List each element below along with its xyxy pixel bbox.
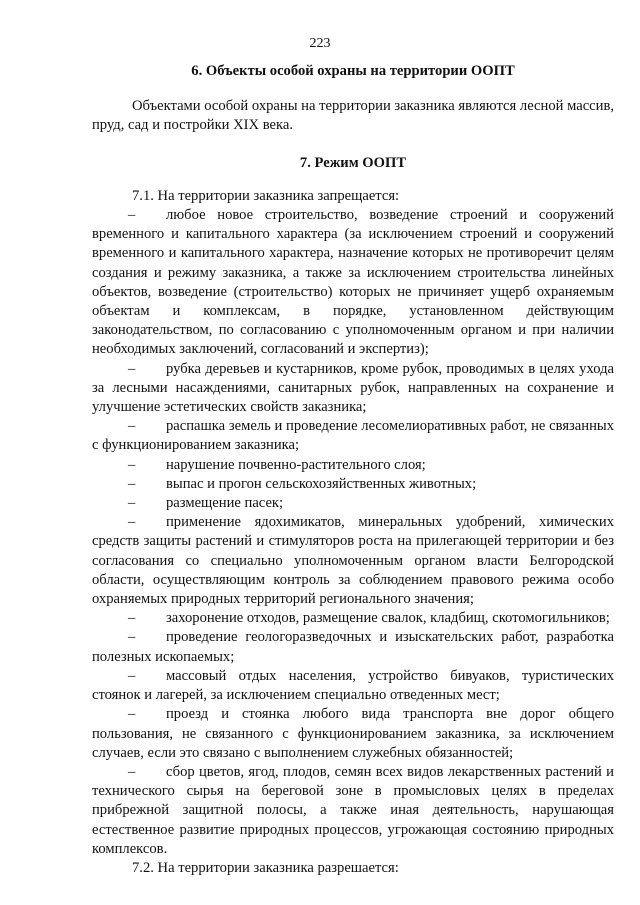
prohibition-text: сбор цветов, ягод, плодов, семян всех видов лекарственных растений и технического сырья на береговой зоне в промысловых целях в пределах прибрежной защитной полосы, а также иная деятельность, нарушающая естественное развитие природных процессов, угрожающая состоянию природных комплексов.: [92, 763, 614, 857]
prohibition-text: размещение пасек;: [166, 495, 284, 512]
list-dash: –: [128, 418, 136, 435]
prohibition-text: применение ядохимикатов, минеральных удобрений, химических средств защиты растений и стимуляторов роста на прилегающей территории и без согласования со специально уполномоченным органом власти Белгородской области, осуществляющим контроль за соблюдением правового режима особо охраняемых природных территорий регионального значения;: [92, 514, 614, 608]
clause-7-1-intro: 7.1. На территории заказника запрещается:: [132, 187, 400, 204]
prohibition-item: [92, 494, 614, 513]
prohibition-item: [92, 667, 614, 705]
prohibition-text: любое новое строительство, возведение строений и сооружений временного и капитального характера (за исключением строений и сооружений временного и капитального характера, назначение которых не противоречит целям создания и режиму заказника, а также за исключением строительства линейных объектов, возведение (строительство) которых не причиняет ущерб охраняемым объектам и комплексам, в порядке, установленном действующим законодательством, по согласованию с уполномоченным органом и при наличии необходимых заключений, согласований и экспертиз);: [92, 207, 614, 358]
list-dash: –: [128, 629, 136, 646]
section-6-paragraph: Объектами особой охраны на территории заказника являются лесной массив, пруд, сад и постройки XIX века.: [92, 98, 614, 134]
list-dash: –: [128, 360, 136, 377]
section-6-title: 6. Объекты особой охраны на территории ООПТ: [191, 63, 515, 79]
prohibition-item: [92, 609, 614, 628]
prohibition-text: выпас и прогон сельскохозяйственных животных;: [166, 475, 477, 492]
list-dash: –: [128, 514, 136, 531]
prohibition-item: [92, 475, 614, 494]
list-dash: –: [128, 207, 136, 224]
prohibition-item: [92, 628, 614, 666]
prohibition-item: [92, 417, 614, 455]
list-dash: –: [128, 456, 136, 473]
prohibition-text: захоронение отходов, размещение свалок, кладбищ, скотомогильников;: [166, 610, 610, 627]
prohibition-item: [92, 206, 614, 360]
prohibition-item: [92, 763, 614, 859]
clause-7-2-intro: 7.2. На территории заказника разрешается:: [132, 859, 399, 876]
prohibition-text: нарушение почвенно-растительного слоя;: [166, 456, 426, 473]
list-dash: –: [128, 610, 136, 627]
prohibition-item: [92, 360, 614, 418]
prohibition-item: [92, 705, 614, 763]
prohibition-text: массовый отдых населения, устройство бивуаков, туристических стоянок и лагерей, за исключением специально отведенных мест;: [92, 667, 614, 704]
prohibition-item: [92, 456, 614, 475]
prohibition-text: распашка земель и проведение лесомелиоративных работ, не связанных с функционированием заказника;: [92, 418, 614, 454]
list-dash: –: [128, 495, 136, 512]
list-dash: –: [128, 706, 136, 723]
prohibition-text: проезд и стоянка любого вида транспорта вне дорог общего пользования, не связанного с функционированием заказника, за исключением случаев, если это связано с выполнением служебных обязанностей;: [92, 706, 614, 761]
list-dash: –: [128, 763, 136, 780]
prohibition-text: рубка деревьев и кустарников, кроме рубок, проводимых в целях ухода за лесными насаждениями, санитарных рубок, направленных на сохранение и улучшение эстетических свойств заказника;: [92, 360, 614, 416]
list-dash: –: [128, 667, 136, 684]
list-dash: –: [128, 475, 136, 492]
prohibition-text: проведение геологоразведочных и изыскательских работ, разработка полезных ископаемых;: [92, 629, 614, 665]
prohibition-item: [92, 513, 614, 609]
page-number: 223: [309, 36, 331, 51]
section-7-title: 7. Режим ООПТ: [299, 154, 407, 171]
document-body: [92, 62, 614, 878]
